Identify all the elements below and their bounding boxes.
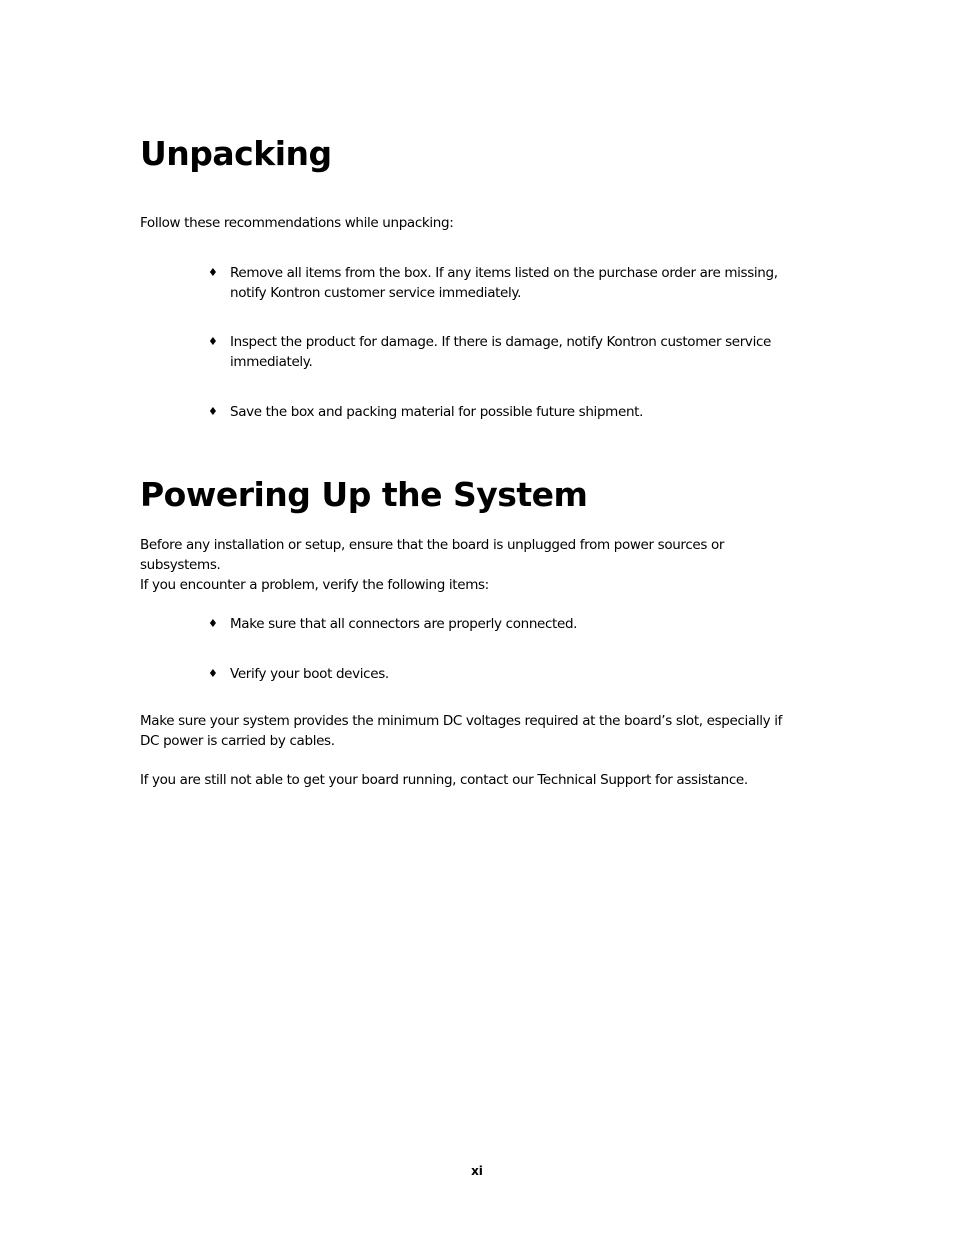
- list-item-text: Make sure that all connectors are properly connected.: [230, 616, 578, 632]
- list-item-text: Remove all items from the box. If any items listed on the purchase order are missing, notify Kontron customer service immediately.: [230, 265, 778, 301]
- diamond-bullet-icon: ♦: [208, 667, 218, 680]
- heading-unpacking: Unpacking: [140, 134, 332, 173]
- unpacking-intro: Follow these recommendations while unpacking:: [140, 215, 454, 231]
- list-item-text: Inspect the product for damage. If there is damage, notify Kontron customer service immediately.: [230, 334, 771, 370]
- dc-voltage-paragraph: Make sure your system provides the minimum DC voltages required at the board’s slot, especially if DC power is carried by cables.: [140, 713, 783, 749]
- list-item-text: Save the box and packing material for possible future shipment.: [230, 404, 644, 420]
- heading-powering-up: Powering Up the System: [140, 475, 588, 514]
- diamond-bullet-icon: ♦: [208, 617, 218, 630]
- page-number: xi: [471, 1164, 483, 1178]
- diamond-bullet-icon: ♦: [208, 335, 218, 348]
- diamond-bullet-icon: ♦: [208, 405, 218, 418]
- technical-support-paragraph: If you are still not able to get your board running, contact our Technical Support for assistance.: [140, 772, 748, 788]
- diamond-bullet-icon: ♦: [208, 266, 218, 279]
- powering-up-intro: Before any installation or setup, ensure that the board is unplugged from power sources or subsystems. If you encounter a problem, verify the following items:: [140, 537, 725, 593]
- list-item-text: Verify your boot devices.: [230, 666, 389, 682]
